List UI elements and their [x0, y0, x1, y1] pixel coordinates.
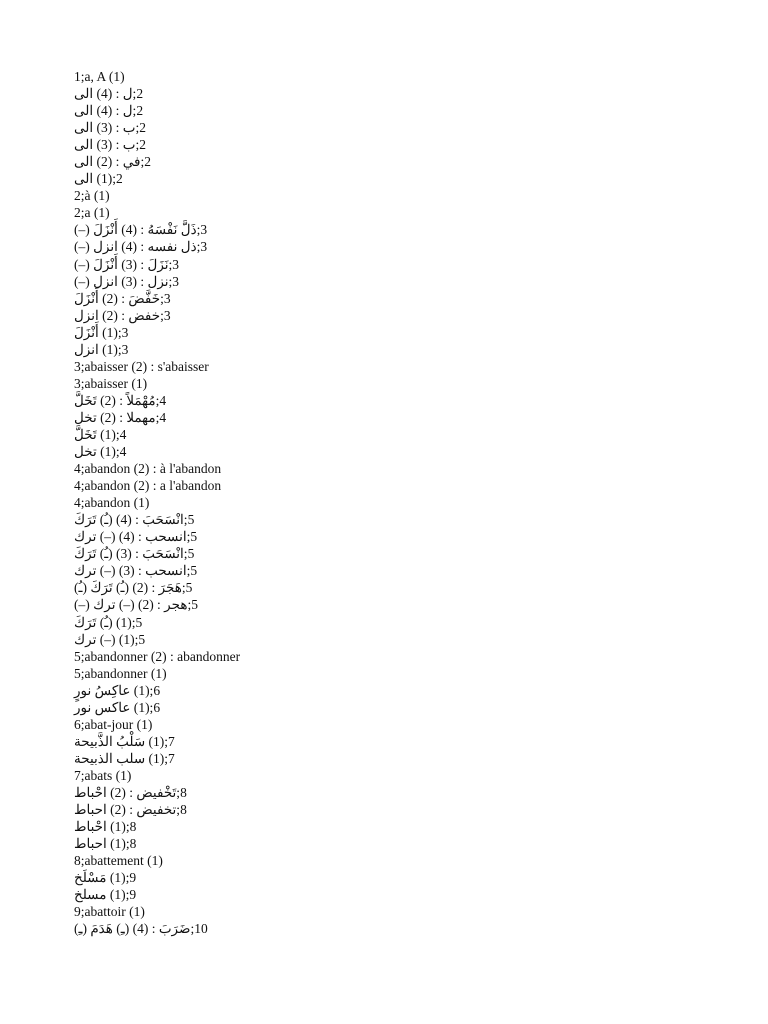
text-line: 1;a, A (1) [74, 69, 125, 84]
text-line: 9;(1) مَسْلَخ [74, 870, 137, 886]
text-line: 3;(1) أَنْزَلَ [74, 324, 129, 340]
text-line: 5;انْسَحَبَ : (3) (ـُ) تَرَكَ [74, 546, 195, 562]
text-line: 5;abandonner (2) : abandonner [74, 648, 241, 664]
text-line: 3;abaisser (2) : s'abaisser [74, 358, 209, 374]
text-line: 5;(1) (–) ترك [74, 631, 146, 647]
text-line: 2;ل : (4) الى [74, 103, 144, 119]
text-line: 3;خفض : (2) انزل [74, 307, 171, 323]
text-line: 6;(1) عاكس نور [74, 699, 161, 715]
text-line: 8;abattement (1) [74, 853, 163, 869]
text-line: 3;abaisser (1) [74, 375, 148, 391]
text-line: 2;ب : (3) الى [74, 137, 146, 153]
text-line: 2;à (1) [74, 188, 110, 204]
text-line: 3;خَفَّضَ : (2) أَنْزَلَ [74, 290, 171, 306]
text-line: 4;(1) تَخَلَّ [74, 426, 127, 442]
text-line: 3;نَزَلَ : (3) أَنْزَلَ (–) [74, 256, 180, 272]
text-line: 4;مُهْمَلاً : (2) تَخَلَّ [74, 392, 167, 408]
text-line: 6;abat-jour (1) [74, 716, 153, 732]
text-line: 3;نزل : (3) انزل (–) [74, 273, 180, 289]
text-line: 7;(1) سَلْبُ الذَّبيحة [74, 733, 175, 749]
text-line: 5;انسحب : (3) (–) ترك [74, 563, 198, 579]
text-line: 2;ل : (4) الى [74, 86, 144, 102]
text-line: 4;abandon (2) : à l'abandon [74, 461, 222, 477]
text-line: 5;انسحب : (4) (–) ترك [74, 529, 198, 545]
text-line: 8;تَخْفيض : (2) احْباط [74, 784, 187, 800]
text-line: 3;ذل نفسه : (4) انزل (–) [74, 239, 208, 255]
text-line: 3;(1) انزل [74, 341, 129, 357]
text-line: 4;(1) تخل [74, 444, 127, 460]
text-line: 2;(1) الى [74, 171, 123, 187]
text-line: 2;a (1) [74, 205, 110, 221]
text-line: 5;انْسَحَبَ : (4) (ـُ) تَرَكَ [74, 512, 195, 528]
text-line: 4;مهملا : (2) تخل [74, 409, 167, 425]
text-line: 4;abandon (1) [74, 495, 150, 511]
text-line: 4;abandon (2) : a l'abandon [74, 478, 222, 494]
text-line: 5;abandonner (1) [74, 665, 167, 681]
text-line: 2;في : (2) الى [74, 154, 151, 170]
text-line: 5;هجر : (2) (–) ترك (–) [74, 597, 198, 613]
text-line: 9;(1) مسلخ [74, 887, 137, 903]
text-line: 7;abats (1) [74, 767, 132, 783]
text-line: 8;تخفيض : (2) احباط [74, 802, 187, 818]
text-line: 7;(1) سلب الذبيحة [74, 750, 175, 766]
text-line: 3;ذَلَّ نَفْسَهُ : (4) أَنْزَلَ (–) [74, 222, 208, 238]
text-line: 8;(1) احْباط [74, 819, 137, 835]
text-line: 6;(1) عاكِسُ نورٍ [74, 682, 161, 698]
text-line: 8;(1) احباط [74, 836, 137, 852]
text-line: 5;هَجَرَ : (2) (ـُ) تَرَكَ (ـُ) [74, 580, 193, 596]
text-line: 10;ضَرَبَ : (4) (ـِ) هَدَمَ (ـِ) [74, 921, 208, 937]
text-line: 5;(1) (ـُ) تَرَكَ [74, 614, 143, 630]
text-line: 2;ب : (3) الى [74, 120, 146, 136]
document-page [74, 68, 734, 937]
text-line: 9;abattoir (1) [74, 904, 145, 920]
